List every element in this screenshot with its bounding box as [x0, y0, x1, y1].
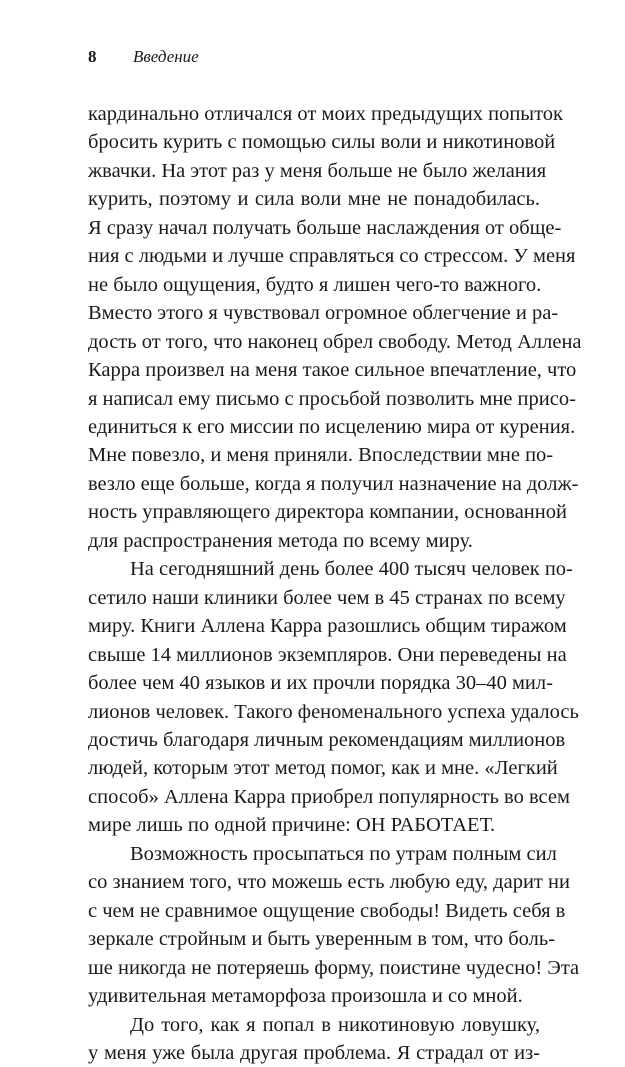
- paragraph: [88, 555, 540, 840]
- text-line: мире лишь по одной причине: ОН РАБОТАЕТ.: [88, 811, 540, 839]
- page-number: 8: [88, 46, 133, 68]
- text-line: Вместо этого я чувствовал огромное облегчение и ра-: [88, 299, 540, 327]
- text-line: миру. Книги Аллена Карра разошлись общим тиражом: [88, 612, 540, 640]
- text-line: более чем 40 языков и их прочли порядка 30–40 мил-: [88, 669, 540, 697]
- paragraph: [88, 100, 540, 555]
- text-line: свыше 14 миллионов экземпляров. Они переведены на: [88, 641, 540, 669]
- text-line: Мне повезло, и меня приняли. Впоследствии мне по-: [88, 441, 540, 469]
- text-line: я написал ему письмо с просьбой позволить мне присо-: [88, 385, 540, 413]
- text-line: До того, как я попал в никотиновую ловушку,: [88, 1011, 540, 1039]
- text-line: Я сразу начал получать больше наслаждения от обще-: [88, 214, 540, 242]
- text-line: не было ощущения, будто я лишен чего-то важного.: [88, 271, 540, 299]
- text-line: достичь благодаря личным рекомендациям миллионов: [88, 726, 540, 754]
- text-line: курить, поэтому и сила воли мне не понадобилась.: [88, 185, 540, 213]
- text-line: с чем не сравнимое ощущение свободы! Видеть себя в: [88, 897, 540, 925]
- text-line: единиться к его миссии по исцелению мира от курения.: [88, 413, 540, 441]
- text-line: людей, которым этот метод помог, как и мне. «Легкий: [88, 754, 540, 782]
- text-line: ность управляющего директора компании, основанной: [88, 498, 540, 526]
- text-line: дость от того, что наконец обрел свободу. Метод Аллена: [88, 328, 540, 356]
- paragraph: [88, 1011, 540, 1067]
- text-line: жвачки. На этот раз у меня больше не было желания: [88, 157, 540, 185]
- text-line: зеркале стройным и быть уверенным в том, что боль-: [88, 925, 540, 953]
- text-line: удивительная метаморфоза произошла и со мной.: [88, 982, 540, 1010]
- text-line: сетило наши клиники более чем в 45 странах по всему: [88, 584, 540, 612]
- text-line: бросить курить с помощью силы воли и никотиновой: [88, 128, 540, 156]
- text-line: ше никогда не потеряешь форму, поистине чудесно! Эта: [88, 954, 540, 982]
- body-text: [88, 100, 540, 1067]
- text-line: для распространения метода по всему миру.: [88, 527, 540, 555]
- text-line: кардинально отличался от моих предыдущих попыток: [88, 100, 540, 128]
- text-line: Карра произвел на меня такое сильное впечатление, что: [88, 356, 540, 384]
- text-line: со знанием того, что можешь есть любую еду, дарит ни: [88, 868, 540, 896]
- running-title: Введение: [133, 47, 199, 66]
- page-header: [88, 46, 199, 68]
- text-line: лионов человек. Такого феноменального успеха удалось: [88, 698, 540, 726]
- text-line: На сегодняшний день более 400 тысяч человек по-: [88, 555, 540, 583]
- text-line: у меня уже была другая проблема. Я страдал от из-: [88, 1039, 540, 1067]
- text-line: ния с людьми и лучше справляться со стрессом. У меня: [88, 242, 540, 270]
- paragraph: [88, 840, 540, 1011]
- text-line: везло еще больше, когда я получил назначение на долж-: [88, 470, 540, 498]
- text-line: способ» Аллена Карра приобрел популярность во всем: [88, 783, 540, 811]
- text-line: Возможность просыпаться по утрам полным сил: [88, 840, 540, 868]
